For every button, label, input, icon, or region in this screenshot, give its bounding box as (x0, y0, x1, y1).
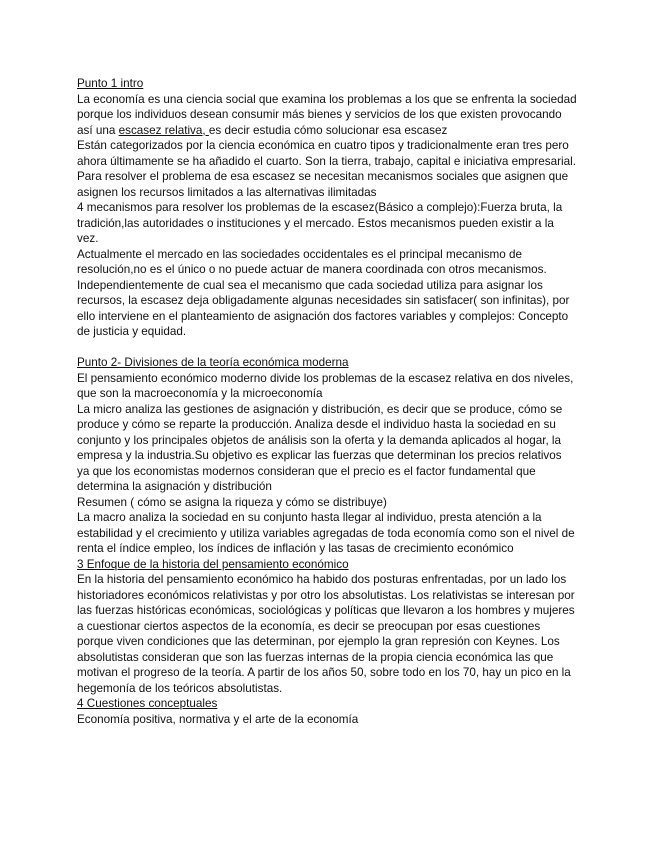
document-body (77, 76, 577, 727)
section-1-heading: Punto 1 intro (77, 77, 144, 90)
section-2-paragraph: El pensamiento económico moderno divide los problemas de la escasez relativa en dos niveles, que son la macroeconomía y la microeconomía (77, 371, 574, 400)
section-2-paragraph: La macro analiza la sociedad en su conjunto hasta llegar al individuo, presta atención a la estabilidad y el crecimiento y utiliza variables agregadas de toda economía como son el nivel de renta el índice empleo, los índices de inflación y las tasas de crecimiento económico (77, 511, 575, 555)
section-3-heading: 3 Enfoque de la historia del pensamiento económico (77, 557, 349, 571)
section-4-heading: 4 Cuestiones conceptuales (77, 697, 218, 710)
section-4-paragraph: Economía positiva, normativa y el arte de la economía (77, 712, 359, 726)
section-2-paragraph: La micro analiza las gestiones de asignación y distribución, es decir que se produce, cómo se produce y cómo se reparte la producción. Analiza desde el individuo hasta la sociedad en su conjunto y los principales objetos de análisis son la oferta y la demanda aplicados al hogar, la empresa y la industria.Su objetivo es explicar las fuerzas que determinan los precios relativos ya que los economistas modernos consideran que el precio es el factor fundamental que determina la asignación y distribución (77, 402, 563, 493)
section-spacer (77, 340, 577, 356)
section-1-paragraph: Actualmente el mercado en las sociedades occidentales es el principal mecanismo de resolución,no es el único o no puede actuar de manera coordinada con otros mecanismos. Independientemente de cual sea el mecanismo que cada sociedad utiliza para asignar los recursos, la escasez deja obligadamente algunas necesidades sin satisfacer( son infinitas), por ello interviene en el planteamiento de asignación dos factores variables y complejos: Concepto de justicia y equidad. (77, 247, 570, 338)
section-1-paragraph: 4 mecanismos para resolver los problemas de la escasez(Básico a complejo):Fuerza bruta, la tradición,las autoridades o instituciones y el mercado. Estos mecanismos pueden existir a la vez. (77, 201, 563, 245)
section-1-paragraph: Están categorizados por la ciencia económica en cuatro tipos y tradicionalmente eran tres pero ahora últimamente se ha añadido el cuarto. Son la tierra, trabajo, capital e iniciativa empresarial. (77, 139, 576, 168)
section-1-paragraph (77, 92, 577, 139)
paragraph-text: es decir estudia cómo solucionar esa escasez (208, 123, 448, 137)
section-2-paragraph: Resumen ( cómo se asigna la riqueza y cómo se distribuye) (77, 495, 387, 509)
section-2-heading: Punto 2- Divisiones de la teoría económica moderna (77, 356, 349, 369)
section-1-paragraph: Para resolver el problema de esa escasez se necesitan mecanismos sociales que asignen que asignen los recursos limitados a las alternativas ilimitadas (77, 170, 569, 199)
paragraph-text: La economía es una ciencia social que examina los problemas a los que se enfrenta la sociedad porque los individuos desean consumir más bienes y servicios de los que existen provocando así una (77, 92, 577, 137)
section-3-paragraph: En la historia del pensamiento económico ha habido dos posturas enfrentadas, por un lado los historiadores económicos relativistas y por otro los absolutistas. Los relativistas se interesan por las fuerzas históricas económicas, sociológicas y políticas que llevaron a los hombres y mujeres a cuestionar ciertos aspectos de la economía, es decir se preocupan por esas cuestiones porque viven condiciones que las determinan, por ejemplo la gran represión con Keynes. Los absolutistas consideran que son las fuerzas internas de la propia ciencia económica las que motivan el progreso de la teoría. A partir de los años 50, sobre todo en los 70, hay un pico en la hegemonía de los teóricos absolutistas. (77, 573, 575, 695)
underlined-term: escasez relativa, (118, 123, 209, 137)
